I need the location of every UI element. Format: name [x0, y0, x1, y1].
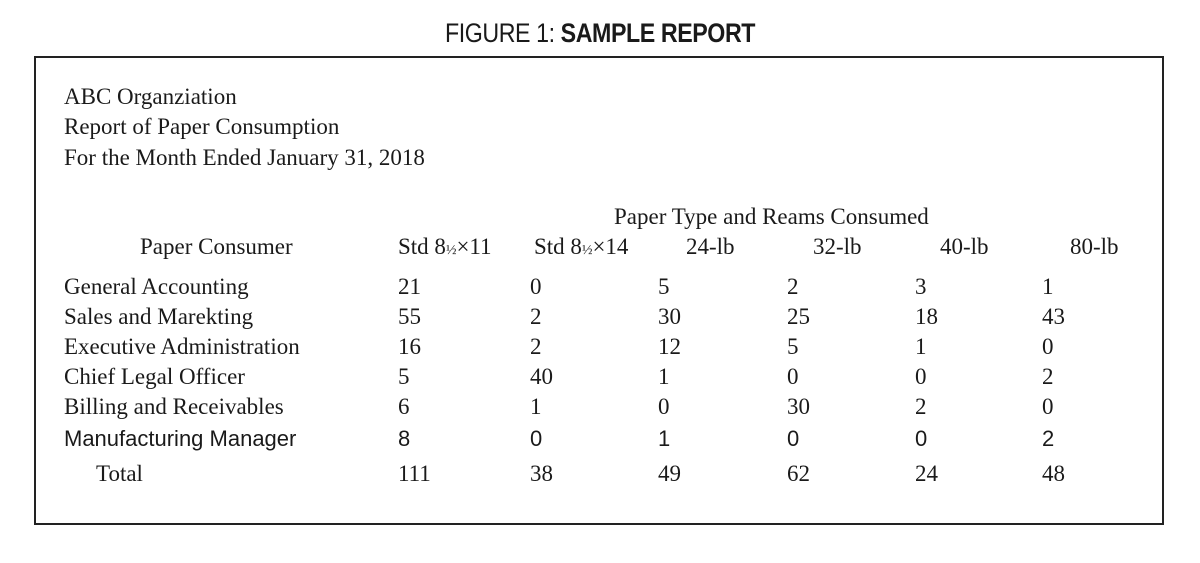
table-cell: 55: [398, 304, 421, 329]
table-cell: 0: [1042, 334, 1054, 359]
table-cell: 2: [915, 394, 927, 419]
column-header: [813, 234, 862, 260]
consumer-column-header: Paper Consumer: [140, 234, 293, 259]
table-cell: 5: [398, 364, 410, 389]
row-label: Billing and Receivables: [64, 394, 284, 419]
table-cell: 0: [1042, 394, 1054, 419]
total-cell: 111: [398, 461, 431, 486]
table-cell: 0: [787, 426, 800, 451]
table-cell: 1: [1042, 274, 1054, 299]
table-cell: 1: [915, 334, 927, 359]
total-cell: 48: [1042, 461, 1065, 486]
total-cell: 49: [658, 461, 681, 486]
figure-title-text: SAMPLE REPORT: [560, 18, 756, 48]
table-cell: 0: [915, 426, 928, 451]
table-cell: 30: [658, 304, 681, 329]
report-subtitle: Report of Paper Consumption: [64, 114, 340, 139]
column-header: [398, 234, 492, 260]
column-header-text: 32-lb: [813, 234, 862, 259]
column-header-text: Std 8: [398, 234, 446, 259]
column-group-header: Paper Type and Reams Consumed: [614, 204, 929, 229]
total-label: Total: [96, 461, 143, 486]
table-cell: 30: [787, 394, 810, 419]
table-cell: 6: [398, 394, 410, 419]
table-cell: 21: [398, 274, 421, 299]
table-cell: 0: [915, 364, 927, 389]
table-cell: 1: [658, 426, 671, 451]
table-cell: 16: [398, 334, 421, 359]
table-cell: 2: [1042, 364, 1054, 389]
row-label: Manufacturing Manager: [64, 426, 297, 451]
table-cell: 2: [530, 304, 542, 329]
figure-title-number: FIGURE 1:: [444, 18, 561, 48]
table-cell: 43: [1042, 304, 1065, 329]
report-organization: ABC Organziation: [64, 84, 237, 109]
table-cell: 0: [787, 364, 799, 389]
table-cell: 5: [658, 274, 670, 299]
figure-title: [84, 18, 1116, 49]
report-period: For the Month Ended January 31, 2018: [64, 145, 425, 170]
table-cell: 5: [787, 334, 799, 359]
column-header-text: 40-lb: [940, 234, 989, 259]
table-cell: 12: [658, 334, 681, 359]
table-cell: 18: [915, 304, 938, 329]
table-cell: 0: [530, 274, 542, 299]
row-label: Chief Legal Officer: [64, 364, 245, 389]
table-cell: 0: [658, 394, 670, 419]
table-cell: 8: [398, 426, 411, 451]
total-cell: 24: [915, 461, 938, 486]
table-cell: 1: [530, 394, 542, 419]
column-header-fraction: ½: [445, 243, 457, 258]
table-cell: 2: [787, 274, 799, 299]
column-header: [940, 234, 989, 260]
total-cell: 38: [530, 461, 553, 486]
column-header-suffix: ×11: [456, 234, 492, 259]
column-header: [534, 234, 628, 260]
column-header: [1070, 234, 1119, 260]
table-cell: 25: [787, 304, 810, 329]
table-cell: 0: [530, 426, 543, 451]
table-cell: 2: [530, 334, 542, 359]
table-cell: 1: [658, 364, 670, 389]
row-label: General Accounting: [64, 274, 249, 299]
column-header-fraction: ½: [581, 243, 593, 258]
column-header-text: 24-lb: [686, 234, 735, 259]
total-cell: 62: [787, 461, 810, 486]
column-header: [686, 234, 735, 260]
table-cell: 40: [530, 364, 553, 389]
row-label: Sales and Marekting: [64, 304, 254, 329]
column-header-suffix: ×14: [592, 234, 629, 259]
row-label: Executive Administration: [64, 334, 300, 359]
column-header-text: 80-lb: [1070, 234, 1119, 259]
table-cell: 2: [1042, 426, 1055, 451]
column-header-text: Std 8: [534, 234, 582, 259]
table-cell: 3: [915, 274, 927, 299]
